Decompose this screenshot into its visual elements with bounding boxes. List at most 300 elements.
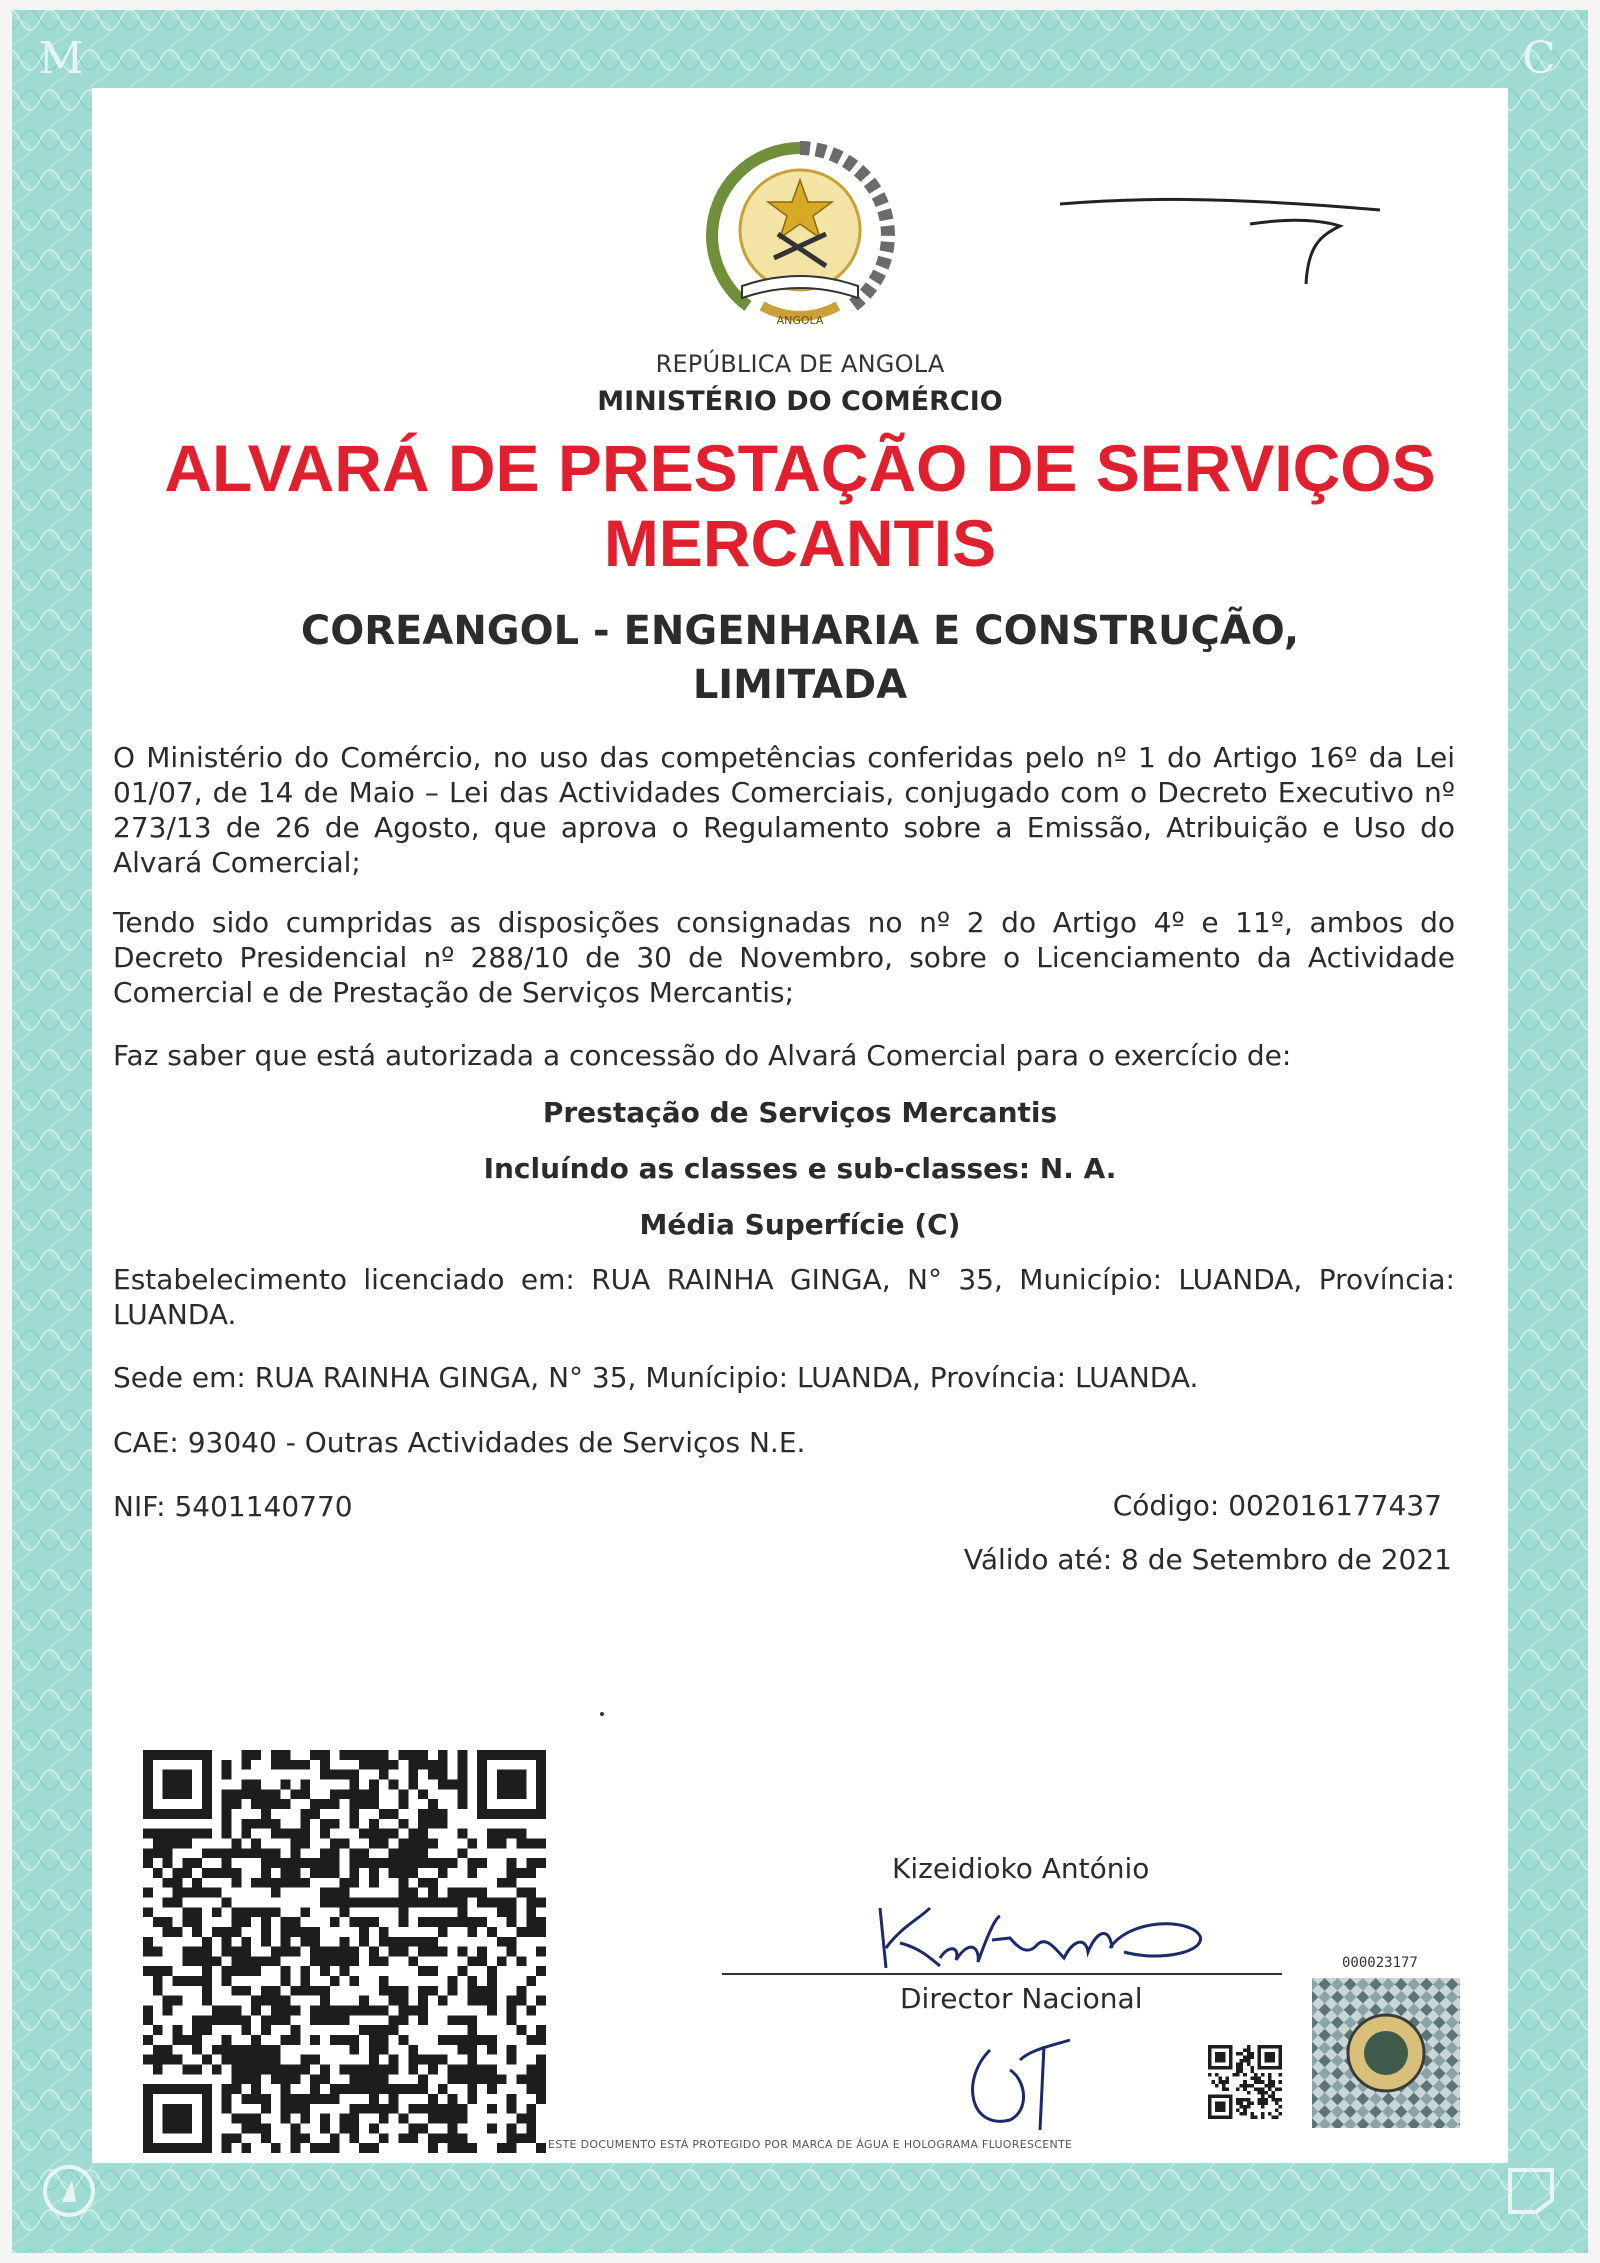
corner-ornament-bottom-left (38, 2160, 100, 2222)
qr-module (251, 1996, 261, 2006)
qr-module (320, 1897, 330, 1907)
qr-module (526, 2035, 536, 2045)
qr-module (251, 2084, 261, 2094)
qr-module (467, 1996, 477, 2006)
qr-module (1271, 2084, 1275, 2088)
qr-module (1240, 2070, 1244, 2074)
cae-code: CAE: 93040 - Outras Actividades de Serviços N.E. (113, 1426, 806, 1459)
qr-module (428, 1770, 438, 1780)
qr-module (231, 2065, 241, 2075)
qr-module (281, 1996, 291, 2006)
qr-module (1236, 2098, 1240, 2102)
qr-module (418, 2074, 428, 2084)
qr-module (536, 2084, 546, 2094)
qr-module (399, 1858, 409, 1868)
qr-module (379, 2084, 389, 2094)
qr-module (320, 1947, 330, 1957)
qr-module (1278, 2073, 1282, 2077)
qr-module (438, 1927, 448, 1937)
qr-module (507, 1996, 517, 2006)
qr-module (231, 1868, 241, 1878)
qr-module (369, 1858, 379, 1868)
qr-module (359, 2025, 369, 2035)
qr-module (192, 1927, 202, 1937)
qr-module (310, 1809, 320, 1819)
qr-module (418, 1947, 428, 1957)
qr-module (192, 1947, 202, 1957)
qr-module (359, 1760, 369, 1770)
qr-module (399, 1937, 409, 1947)
qr-module (251, 1779, 261, 1789)
qr-module (1219, 2077, 1223, 2081)
qr-module (192, 2025, 202, 2035)
qr-module (428, 1819, 438, 1829)
qr-module (1222, 2080, 1226, 2084)
qr-module (349, 1956, 359, 1966)
qr-module (290, 2133, 300, 2143)
qr-module (241, 1947, 251, 1957)
qr-module (408, 1779, 418, 1789)
qr-module (399, 1947, 409, 1957)
qr-module (153, 1976, 163, 1986)
qr-module (320, 1799, 330, 1809)
qr-module (281, 1927, 291, 1937)
qr-module (359, 2143, 369, 2153)
qr-module (458, 1966, 468, 1976)
qr-module (359, 1799, 369, 1809)
qr-module (418, 1809, 428, 1819)
qr-module (1254, 2077, 1258, 2081)
establishment-address: Estabelecimento licenciado em: RUA RAINHA GINGA, N° 35, Município: LUANDA, Província: LUANDA. (113, 1263, 1455, 1331)
qr-module (251, 1799, 261, 1809)
qr-module (241, 2124, 251, 2134)
qr-module (261, 1868, 271, 1878)
qr-module (458, 1829, 468, 1839)
qr-module (153, 1966, 163, 1976)
qr-module (467, 1956, 477, 1966)
qr-module (349, 2065, 359, 2075)
qr-module (310, 1947, 320, 1957)
qr-module (399, 1819, 409, 1829)
qr-module (202, 1868, 212, 1878)
qr-module (458, 1897, 468, 1907)
qr-module (222, 1966, 232, 1976)
qr-module (290, 1927, 300, 1937)
qr-module (458, 1750, 468, 1760)
qr-module (536, 2143, 546, 2153)
qr-module (418, 1986, 428, 1996)
qr-module (222, 1819, 232, 1829)
qr-module (1254, 2073, 1258, 2077)
qr-module (300, 1937, 310, 1947)
headquarters-address: Sede em: RUA RAINHA GINGA, N° 35, Munícipio: LUANDA, Província: LUANDA. (113, 1361, 1199, 1394)
qr-module (458, 2114, 468, 2124)
qr-module (143, 1937, 153, 1947)
qr-module (172, 1996, 182, 2006)
qr-module (369, 2084, 379, 2094)
qr-module (1250, 2052, 1254, 2056)
qr-module (1247, 2091, 1251, 2095)
qr-module (281, 1868, 291, 1878)
qr-module (1278, 2080, 1282, 2084)
qr-module (330, 2006, 340, 2016)
qr-module (281, 2065, 291, 2075)
qr-module (379, 1809, 389, 1819)
qr-module (1243, 2108, 1247, 2112)
qr-module (1268, 2077, 1272, 2081)
qr-module (330, 2133, 340, 2143)
qr-module (477, 2065, 487, 2075)
qr-module (477, 2074, 487, 2084)
qr-module (408, 2084, 418, 2094)
qr-module (222, 1937, 232, 1947)
qr-module (408, 1956, 418, 1966)
qr-module (536, 2094, 546, 2104)
qr-module (310, 2055, 320, 2065)
qr-module (340, 2006, 350, 2016)
qr-module (261, 1799, 271, 1809)
qr-module (418, 2055, 428, 2065)
qr-module (1243, 2112, 1247, 2116)
qr-module (153, 1947, 163, 1957)
qr-module (281, 1858, 291, 1868)
qr-module (192, 2065, 202, 2075)
qr-module (497, 1907, 507, 1917)
qr-module (526, 1868, 536, 1878)
qr-module (212, 2015, 222, 2025)
qr-module (379, 1838, 389, 1848)
qr-module (300, 2133, 310, 2143)
qr-module (1250, 2084, 1254, 2088)
qr-module (231, 1907, 241, 1917)
qr-module (192, 1829, 202, 1839)
qr-module (507, 1858, 517, 1868)
qr-module (418, 1996, 428, 2006)
qr-module (389, 1996, 399, 2006)
qr-module (379, 2133, 389, 2143)
qr-module (1261, 2094, 1265, 2098)
qr-module (222, 1809, 232, 1819)
qr-module (1271, 2098, 1275, 2102)
qr-module (536, 1838, 546, 1848)
qr-module (369, 2006, 379, 2016)
republic-heading: REPÚBLICA DE ANGOLA (655, 350, 945, 378)
qr-module (517, 2114, 527, 2124)
qr-module (349, 1770, 359, 1780)
qr-module (448, 1897, 458, 1907)
qr-module (359, 2006, 369, 2016)
qr-module (1264, 2091, 1268, 2095)
qr-module (438, 1947, 448, 1957)
qr-module (349, 1858, 359, 1868)
qr-module (281, 1976, 291, 1986)
qr-module (261, 2133, 271, 2143)
qr-module (222, 1829, 232, 1839)
qr-module (349, 1868, 359, 1878)
qr-module (1250, 2066, 1254, 2070)
qr-module (1243, 2105, 1247, 2109)
qr-module (448, 2015, 458, 2025)
qr-module (281, 1829, 291, 1839)
activity-classes: Incluíndo as classes e sub-classes: N. A. (483, 1152, 1117, 1185)
qr-module (408, 1829, 418, 1839)
qr-module (340, 1888, 350, 1898)
qr-module (1268, 2087, 1272, 2091)
qr-module (487, 2065, 497, 2075)
qr-module (300, 1760, 310, 1770)
qr-module (379, 2006, 389, 2016)
qr-module (1257, 2077, 1261, 2081)
qr-module (389, 2094, 399, 2104)
qr-module (438, 1760, 448, 1770)
qr-module (290, 1848, 300, 1858)
qr-module (389, 2065, 399, 2075)
qr-module (290, 1838, 300, 1848)
qr-module (251, 2045, 261, 2055)
qr-module (261, 1996, 271, 2006)
qr-module (369, 2094, 379, 2104)
qr-module (487, 1927, 497, 1937)
qr-module (467, 1838, 477, 1848)
angola-emblem-icon (702, 138, 898, 338)
qr-module (389, 1848, 399, 1858)
qr-module (438, 2084, 448, 2094)
qr-module (290, 2104, 300, 2114)
qr-module (202, 1947, 212, 1957)
qr-module (330, 1976, 340, 1986)
qr-module (536, 2074, 546, 2084)
qr-module (172, 1976, 182, 1986)
qr-module (1236, 2073, 1240, 2077)
qr-module (389, 1779, 399, 1789)
qr-module (1240, 2112, 1244, 2116)
qr-module (467, 2045, 477, 2055)
qr-module (340, 2124, 350, 2134)
qr-module (369, 2104, 379, 2114)
qr-module (172, 1888, 182, 1898)
qr-module (1264, 2098, 1268, 2102)
qr-module (320, 1986, 330, 1996)
qr-module (330, 1897, 340, 1907)
qr-module (1268, 2094, 1272, 2098)
qr-module (261, 1789, 271, 1799)
qr-module (507, 2015, 517, 2025)
qr-module (497, 1878, 507, 1888)
qr-module (448, 1888, 458, 1898)
qr-module (408, 1750, 418, 1760)
qr-module (251, 1819, 261, 1829)
qr-module (172, 2025, 182, 2035)
qr-module (231, 2006, 241, 2016)
qr-module (212, 2006, 222, 2016)
qr-module (310, 1927, 320, 1937)
qr-module (330, 1868, 340, 1878)
qr-module (477, 2035, 487, 2045)
qr-module (1243, 2087, 1247, 2091)
qr-module (182, 1829, 192, 1839)
qr-module (418, 1878, 428, 1888)
qr-module (536, 2065, 546, 2075)
qr-module (281, 2114, 291, 2124)
qr-module (458, 1799, 468, 1809)
qr-module (477, 1888, 487, 1898)
qr-module (320, 1858, 330, 1868)
qr-module (428, 1760, 438, 1770)
qr-module (428, 1838, 438, 1848)
qr-module (251, 2114, 261, 2124)
qr-module (467, 2094, 477, 2104)
qr-module (281, 2035, 291, 2045)
qr-module (202, 1888, 212, 1898)
hologram-serial: 000023177 (1342, 1955, 1418, 1971)
qr-module (1236, 2066, 1240, 2070)
qr-module (428, 1897, 438, 1907)
qr-module (1275, 2087, 1279, 2091)
qr-module (526, 1976, 536, 1986)
qr-module (418, 2104, 428, 2114)
qr-module (467, 2065, 477, 2075)
qr-module (261, 1937, 271, 1947)
qr-module (222, 2133, 232, 2143)
qr-module (536, 2025, 546, 2035)
qr-module (526, 2124, 536, 2134)
qr-module (1278, 2087, 1282, 2091)
qr-module (1215, 2073, 1219, 2077)
qr-module (340, 1750, 350, 1760)
qr-module (1236, 2101, 1240, 2105)
qr-module (408, 2133, 418, 2143)
qr-module (153, 2055, 163, 2065)
qr-module (526, 1858, 536, 1868)
qr-module (182, 1907, 192, 1917)
qr-module (202, 2055, 212, 2065)
qr-module (153, 2065, 163, 2075)
qr-module (438, 2035, 448, 2045)
qr-module (369, 1750, 379, 1760)
qr-module (349, 2114, 359, 2124)
qr-module (477, 1897, 487, 1907)
qr-module (1268, 2080, 1272, 2084)
qr-module (428, 2094, 438, 2104)
qr-module (467, 1858, 477, 1868)
qr-module (310, 1750, 320, 1760)
qr-module (281, 2015, 291, 2025)
qr-module (231, 2114, 241, 2124)
qr-module (271, 1799, 281, 1809)
qr-module (251, 2074, 261, 2084)
qr-module (428, 1986, 438, 1996)
qr-module (1236, 2108, 1240, 2112)
qr-module (320, 2124, 330, 2134)
qr-module (1261, 2091, 1265, 2095)
qr-module (1278, 2098, 1282, 2102)
qr-module (1215, 2084, 1219, 2088)
qr-module (379, 2045, 389, 2055)
qr-module (231, 1986, 241, 1996)
qr-module (536, 1917, 546, 1927)
qr-module (320, 2006, 330, 2016)
qr-module (251, 2124, 261, 2134)
qr-module (320, 2143, 330, 2153)
qr-module (517, 2025, 527, 2035)
qr-module (497, 1956, 507, 1966)
qr-module (1222, 2087, 1226, 2091)
qr-module (349, 2035, 359, 2045)
qr-module (340, 2084, 350, 2094)
qr-module (487, 1897, 497, 1907)
qr-module (1261, 2115, 1265, 2119)
qr-module (320, 1966, 330, 1976)
qr-module (438, 1779, 448, 1789)
qr-module (182, 1917, 192, 1927)
qr-module (153, 1986, 163, 1996)
qr-module (271, 1789, 281, 1799)
qr-module (340, 2114, 350, 2124)
qr-module (192, 2015, 202, 2025)
qr-module (389, 2025, 399, 2035)
qr-module (408, 1770, 418, 1780)
qr-module (192, 1956, 202, 1966)
qr-module (281, 1966, 291, 1976)
qr-module (369, 1878, 379, 1888)
qr-module (261, 2104, 271, 2114)
qr-module (271, 1947, 281, 1957)
qr-module (241, 2074, 251, 2084)
qr-module (408, 2045, 418, 2055)
qr-module (281, 1750, 291, 1760)
qr-module (163, 1996, 173, 2006)
qr-module (1226, 2080, 1230, 2084)
qr-module (497, 2074, 507, 2084)
qr-module (487, 2006, 497, 2016)
qr-module (1268, 2084, 1272, 2088)
qr-module (507, 1829, 517, 1839)
qr-module (1261, 2080, 1265, 2084)
qr-module (231, 2133, 241, 2143)
handwritten-mark (1050, 184, 1390, 294)
qr-module (1254, 2080, 1258, 2084)
qr-module (349, 1799, 359, 1809)
qr-module (290, 2025, 300, 2035)
qr-module (241, 1986, 251, 1996)
qr-module (241, 1750, 251, 1760)
qr-module (261, 1848, 271, 1858)
qr-module (438, 1750, 448, 1760)
qr-module (399, 2035, 409, 2045)
qr-module (467, 1868, 477, 1878)
legal-paragraph-1: O Ministério do Comércio, no uso das competências conferidas pelo nº 1 do Artigo 16º da Lei 01/07, de 14 de Maio – Lei das Actividades Comerciais, conjugado com o Decreto Executivo nº 273/13 de 26 de Agosto, que aprova o Regulamento sobre a Emissão, Atribuição e Uso do Alvará Comercial; (113, 741, 1455, 879)
qr-module (241, 1829, 251, 1839)
qr-module (261, 1819, 271, 1829)
qr-module (222, 1897, 232, 1907)
qr-module (1236, 2087, 1240, 2091)
qr-module (300, 2114, 310, 2124)
qr-module (281, 1937, 291, 1947)
emblem-label: ANGOLA (776, 314, 824, 327)
qr-module (271, 1819, 281, 1829)
qr-module (448, 1986, 458, 1996)
qr-module (1233, 2073, 1237, 2077)
qr-module (1240, 2066, 1244, 2070)
qr-module (330, 1838, 340, 1848)
qr-module (408, 1858, 418, 1868)
qr-module (369, 2035, 379, 2045)
qr-module (507, 2006, 517, 2016)
qr-module (438, 1868, 448, 1878)
qr-module (477, 1917, 487, 1927)
qr-module (349, 1878, 359, 1888)
document-title-line1: ALVARÁ DE PRESTAÇÃO DE SERVIÇOS (164, 431, 1436, 505)
